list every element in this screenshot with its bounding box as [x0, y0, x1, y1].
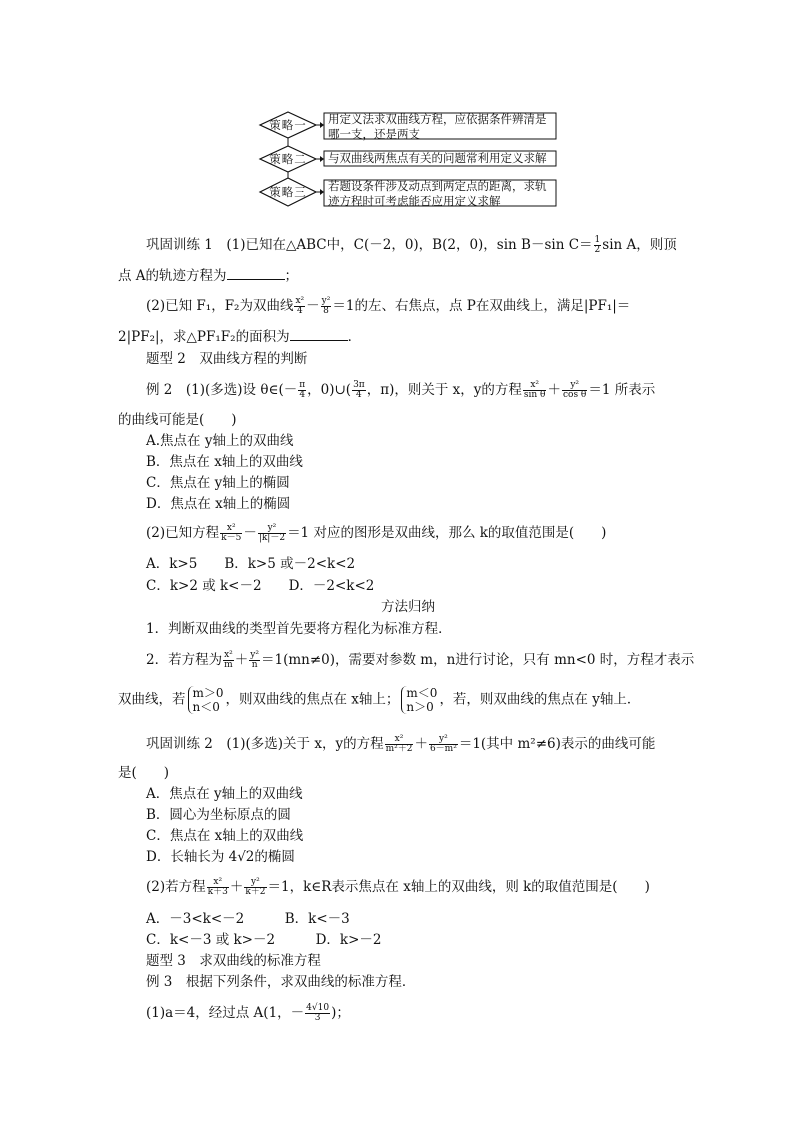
- strategy-label-1: 策略一: [269, 118, 307, 132]
- strategy-diagram: [258, 110, 558, 210]
- section-heading-3: 题型 3 求双曲线的标准方程: [146, 953, 321, 969]
- example3-part1: (1)a＝4，经过点 A(1，－ $\frac{4√10}{3}$ )；: [146, 1003, 350, 1023]
- example2-option-a: A.焦点在 y轴上的双曲线: [146, 433, 294, 449]
- exercise2-option-b: B．圆心为坐标原点的圆: [146, 807, 291, 823]
- strategy-text-2: 与双曲线两焦点有关的问题常利用定义求解: [328, 151, 547, 165]
- strategy-text-1: 用定义法求双曲线方程，应依据条件辨清是哪一支，还是两支: [328, 112, 547, 141]
- strategy-text-3: 若题设条件涉及动点到两定点的距离，求轨迹方程时可考虑能否应用定义求解: [328, 179, 547, 208]
- exercise2-line2: 是( ): [118, 765, 170, 781]
- example2-part2: (2)已知方程 $\frac{\text{x²}}{k-5}$ － $\frac{\text{y²}}{|k|-2}$ ＝1 对应的图形是双曲线，那么 k的取值范围是( ): [146, 523, 607, 543]
- example2-part2-options-ab: A．k>5 B．k>5 或－2<k<2: [146, 556, 356, 572]
- exercise1-line2: 点 A的轨迹方程为 ；: [118, 268, 299, 284]
- exercise1-line4: 2|PF₂|，求△PF₁F₂的面积为 ．: [118, 329, 362, 345]
- answer-blank-1: [227, 267, 285, 280]
- condition-brace-1: m＞0 n＜0: [188, 686, 224, 714]
- exercise2-option-a: A．焦点在 y轴上的双曲线: [146, 786, 303, 802]
- example2-option-c: C．焦点在 y轴上的椭圆: [146, 475, 290, 491]
- method-summary-heading: 方法归纳: [381, 599, 435, 615]
- exercise2-part2: (2)若方程 $\frac{\text{x²}}{k+3}$ ＋ $\frac{\text{y²}}{k+2}$ ＝1，k∈R表示焦点在 x轴上的双曲线，则 k的取值范围是( ): [146, 877, 650, 897]
- exercise1-line1: 巩固训练 1 (1)已知在△ABC中，C(－2，0)，B(2，0)，sin B－sin C＝ $\frac{1}{2}$ sin A，则顶: [146, 235, 677, 255]
- example3-intro: 例 3 根据下列条件，求双曲线的标准方程．: [146, 974, 416, 990]
- exercise2-option-c: C．焦点在 x轴上的双曲线: [146, 828, 304, 844]
- method-summary-item2: 2．若方程为 $\frac{\text{x²}}{m}$ ＋ $\frac{\text{y²}}{n}$ ＝1(mn≠0)，需要对参数 m，n进行讨论，只有 mn<0 时，方程才表示: [146, 650, 695, 670]
- example2-part2-options-cd: C．k>2 或 k<－2 D．－2<k<2: [146, 578, 375, 594]
- fraction-one-half: $\frac{1}{2}$: [594, 235, 601, 255]
- section-heading-2: 题型 2 双曲线方程的判断: [146, 351, 308, 367]
- exercise2-part2-options-cd: C．k<－3 或 k>－2 D．k>－2: [146, 932, 382, 948]
- exercise2-line1: 巩固训练 2 (1)(多选)关于 x，y的方程 $\frac{\text{x²}}{\text{m²＋2}}$ ＋ $\frac{\text{y²}}{\text{6－m²}}$ ＝1(其中 m²≠6)表示的曲线可能: [146, 734, 656, 754]
- exercise2-part2-options-ab: A．－3<k<－2 B．k<－3: [146, 911, 350, 927]
- condition-brace-2: m＜0 n＞0: [401, 686, 437, 714]
- example2-option-b: B．焦点在 x轴上的双曲线: [146, 454, 303, 470]
- example2-line1: 例 2 (1)(多选)设 θ∈(－ $\frac{\pi}{4}$ ，0)∪( $\frac{3\pi}{4}$ ，π)，则关于 x，y的方程 $\frac{\text{x²}}{\text{sin θ}}$ ＋ $\frac{\text{y²}}{\text{cos θ}}$ ＝1 所表示: [146, 380, 656, 400]
- exercise1-line3: (2)已知 F₁，F₂为双曲线 $\frac{\text{x²}}{4}$ － $\frac{\text{y²}}{8}$ ＝1的左、右焦点，点 P在双曲线上，满足|PF₁|＝: [146, 296, 631, 316]
- method-summary-item2-cont: 双曲线，若 m＞0 n＜0 ，则双曲线的焦点在 x轴上； m＜0 n＞0 ，若，则双曲线的焦点在 y轴上．: [118, 686, 641, 714]
- strategy-label-2: 策略二: [269, 152, 307, 166]
- method-summary-item1: 1．判断双曲线的类型首先要将方程化为标准方程．: [146, 621, 452, 637]
- example2-option-d: D．焦点在 x轴上的椭圆: [146, 496, 291, 512]
- strategy-label-3: 策略三: [269, 185, 307, 199]
- exercise2-option-d: D．长轴长为 4√2的椭圆: [146, 849, 295, 865]
- example2-line2: 的曲线可能是( ): [118, 412, 237, 428]
- answer-blank-2: [290, 328, 348, 341]
